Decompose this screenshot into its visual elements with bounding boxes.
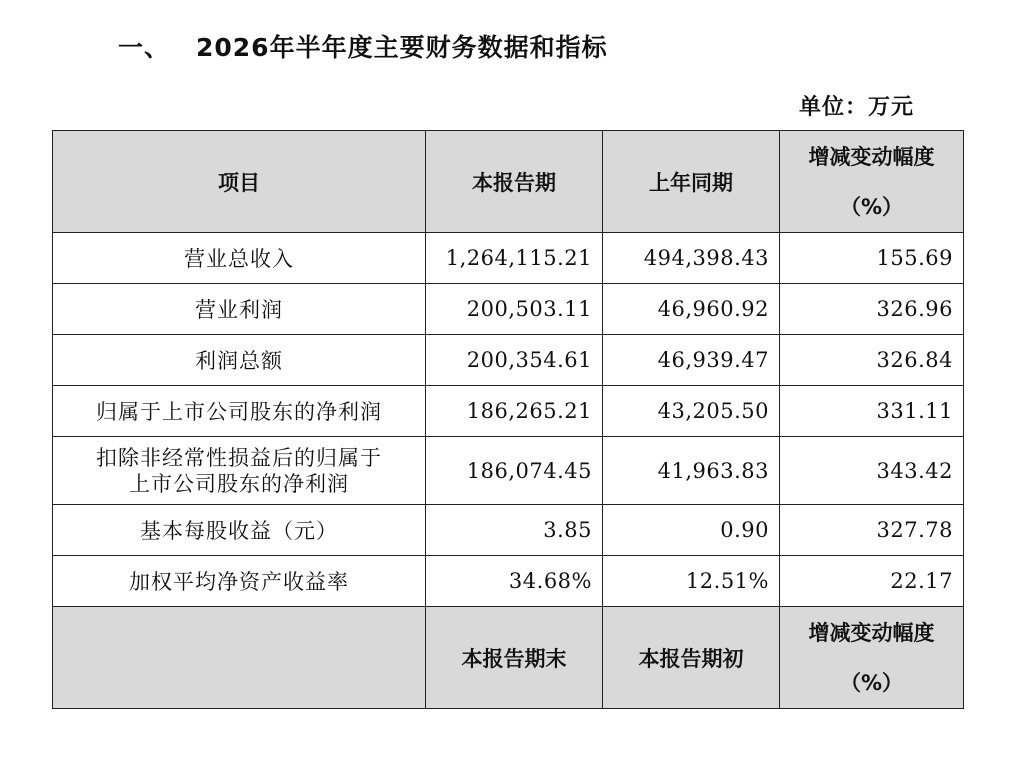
financial-data-table [52,130,964,709]
row-change: 155.69 [780,233,964,284]
row-prior: 46,939.47 [603,335,780,386]
table-row [53,437,964,505]
section-heading [118,28,608,64]
row-prior: 41,963.83 [603,437,780,505]
row-change: 343.42 [780,437,964,505]
header-change [780,131,964,233]
row-change: 331.11 [780,386,964,437]
header2-change [780,607,964,709]
header2-change-line1: 增减变动幅度 [808,620,935,645]
table-row [53,505,964,556]
table-row [53,386,964,437]
row-change: 22.17 [780,556,964,607]
section-number: 一、 [118,33,171,62]
row-label: 基本每股收益（元） [53,505,426,556]
row-label: 利润总额 [53,335,426,386]
header2-item [53,607,426,709]
row-prior: 43,205.50 [603,386,780,437]
header-change-line1: 增减变动幅度 [808,144,935,169]
row-label: 营业利润 [53,284,426,335]
table-row [53,233,964,284]
header-prior-period: 上年同期 [603,131,780,233]
row-current: 186,074.45 [426,437,603,505]
header-item: 项目 [53,131,426,233]
header2-change-line2: （%） [839,670,904,695]
row-current: 1,264,115.21 [426,233,603,284]
row-label: 营业总收入 [53,233,426,284]
unit-label: 单位：万元 [798,95,914,120]
row-prior: 494,398.43 [603,233,780,284]
header-change-line2: （%） [839,194,904,219]
header2-period-end: 本报告期末 [426,607,603,709]
header2-period-start: 本报告期初 [603,607,780,709]
row-label [53,437,426,505]
row-change: 326.84 [780,335,964,386]
header-current-period: 本报告期 [426,131,603,233]
row-current: 200,503.11 [426,284,603,335]
row-label-line1: 扣除非经常性损益后的归属于 [96,445,382,470]
row-current: 186,265.21 [426,386,603,437]
row-prior: 12.51% [603,556,780,607]
row-label: 归属于上市公司股东的净利润 [53,386,426,437]
table-header-row-balance [53,607,964,709]
table-row [53,335,964,386]
section-title: 2026年半年度主要财务数据和指标 [196,33,608,62]
row-change: 327.78 [780,505,964,556]
table-row [53,556,964,607]
row-current: 3.85 [426,505,603,556]
row-prior: 46,960.92 [603,284,780,335]
row-change: 326.96 [780,284,964,335]
table-row [53,284,964,335]
row-current: 34.68% [426,556,603,607]
row-current: 200,354.61 [426,335,603,386]
row-prior: 0.90 [603,505,780,556]
table-header-row [53,131,964,233]
row-label-line2: 上市公司股东的净利润 [129,471,349,496]
row-label: 加权平均净资产收益率 [53,556,426,607]
